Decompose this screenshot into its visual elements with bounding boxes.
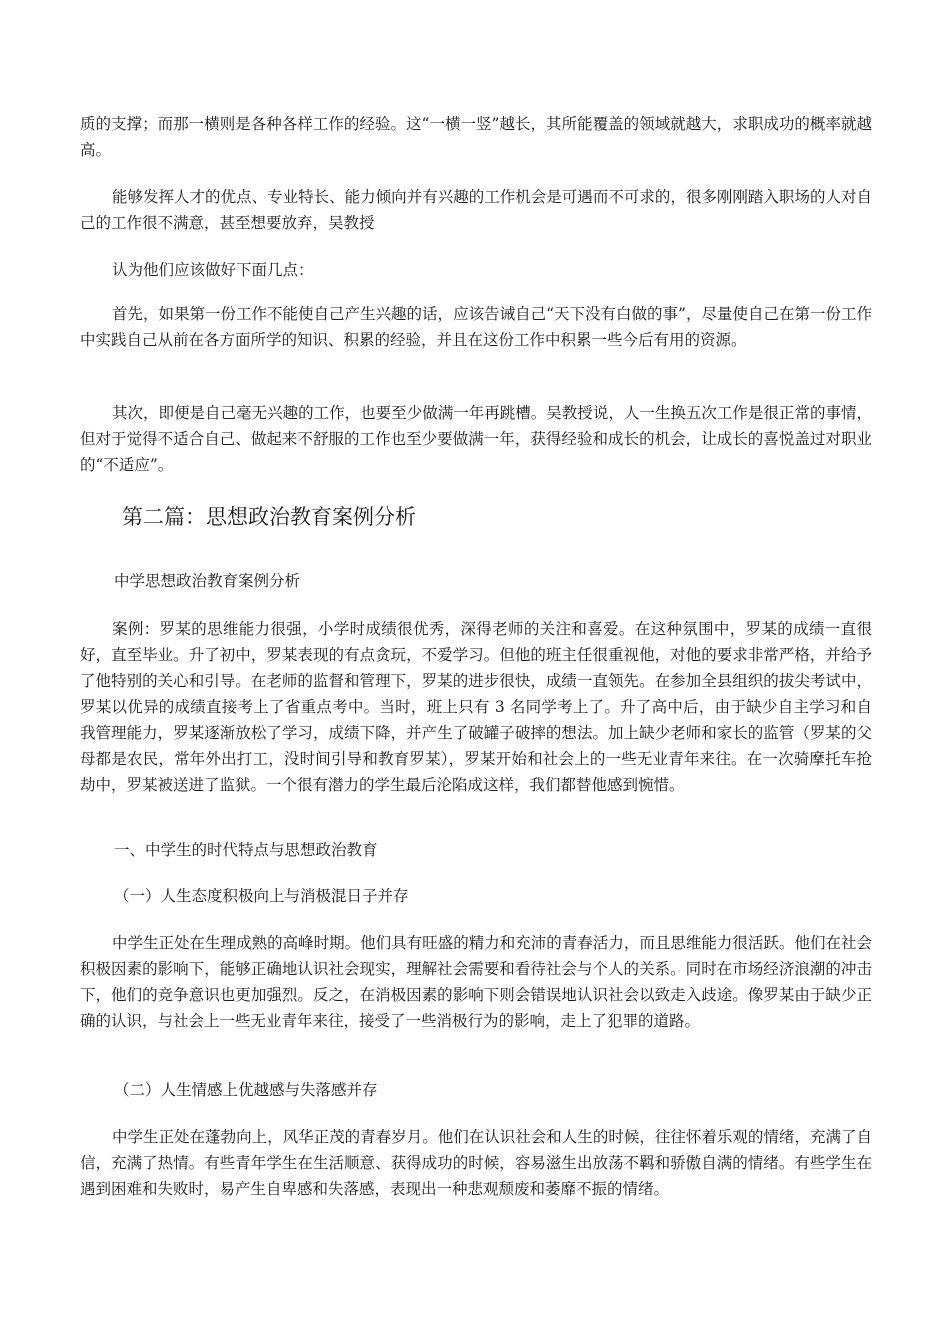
section-subtitle: 中学思想政治教育案例分析: [114, 572, 301, 590]
heading-life-attitude: （一）人生态度积极向上与消极混日子并存: [114, 887, 409, 905]
paragraph-case: 案例：罗某的思维能力很强，小学时成绩很优秀，深得老师的关注和喜爱。在这种氛围中，罗某的成绩一直很好，直至毕业。升了初中，罗某表现的有点贪玩，不爱学习。但他的班主任很重视他，对他的要求非常严格，并给予了他特别的关心和引导。在老师的监督和管理下，罗某的进步很快，成绩一直领先。在参加全县组织的拔尖考试中，罗某以优异的成绩直接考上了省重点考中。当时，班上只有 3 名同学考上了。升了高中后，由于缺少自主学习和自我管理能力，罗某逐渐放松了学习，成绩下降，并产生了破罐子破摔的想法。加上缺少老师和家长的监管（罗某的父母都是农民，常年外出打工，没时间引导和教育罗某），罗某开始和社会上的一些无业青年来往。在一次骑摩托车抢劫中，罗某被送进了监狱。一个很有潜力的学生最后沦陷成这样，我们都替他感到惋惜。: [80, 620, 872, 794]
paragraph-life-emotion: 中学生正处在蓬勃向上，风华正茂的青春岁月。他们在认识社会和人生的时候，往往怀着乐观的情绪，充满了自信，充满了热情。有些青年学生在生活顺意、获得成功的时候，容易滋生出放荡不羁和骄傲自满的情绪。有些学生在遇到困难和失败时，易产生自卑感和失落感，表现出一种悲观颓废和萎靡不振的情绪。: [80, 1128, 872, 1198]
paragraph-first-point: 首先，如果第一份工作不能使自己产生兴趣的话，应该告诫自己“天下没有白做的事”，尽量使自己在第一份工作中实践自己从前在各方面所学的知识、积累的经验，并且在这份工作中积累一些今后有用的资源。: [80, 305, 872, 349]
section-heading: 第二篇：思想政治教育案例分析: [122, 505, 416, 529]
heading-era-characteristics: 一、中学生的时代特点与思想政治教育: [114, 841, 378, 859]
paragraph-job-interest: 能够发挥人才的优点、专业特长、能力倾向并有兴趣的工作机会是可遇而不可求的，很多刚刚踏入职场的人对自己的工作很不满意，甚至想要放弃，吴教授: [80, 188, 872, 232]
heading-life-emotion: （二）人生情感上优越感与失落感并存: [114, 1081, 378, 1099]
paragraph-second-point: 其次，即便是自己毫无兴趣的工作，也要至少做满一年再跳槽。吴教授说，人一生换五次工作是很正常的事情，但对于觉得不适合自己、做起来不舒服的工作也至少要做满一年，获得经验和成长的机会，让成长的喜悦盖过对职业的“不适应”。: [80, 404, 872, 474]
paragraph-life-attitude: 中学生正处在生理成熟的高峰时期。他们具有旺盛的精力和充沛的青春活力，而且思维能力很活跃。他们在社会积极因素的影响下，能够正确地认识社会现实，理解社会需要和看待社会与个人的关系。同时在市场经济浪潮的冲击下，他们的竞争意识也更加强烈。反之，在消极因素的影响下则会错误地认识社会以致走入歧途。像罗某由于缺少正确的认识，与社会上一些无业青年来往，接受了一些消极行为的影响，走上了犯罪的道路。: [80, 934, 872, 1030]
paragraph-career-experience: 质的支撑；而那一横则是各种各样工作的经验。这“一横一竖”越长，其所能覆盖的领域就越大，求职成功的概率就越高。: [80, 115, 872, 159]
paragraph-suggestions-intro: 认为他们应该做好下面几点：: [112, 261, 314, 279]
